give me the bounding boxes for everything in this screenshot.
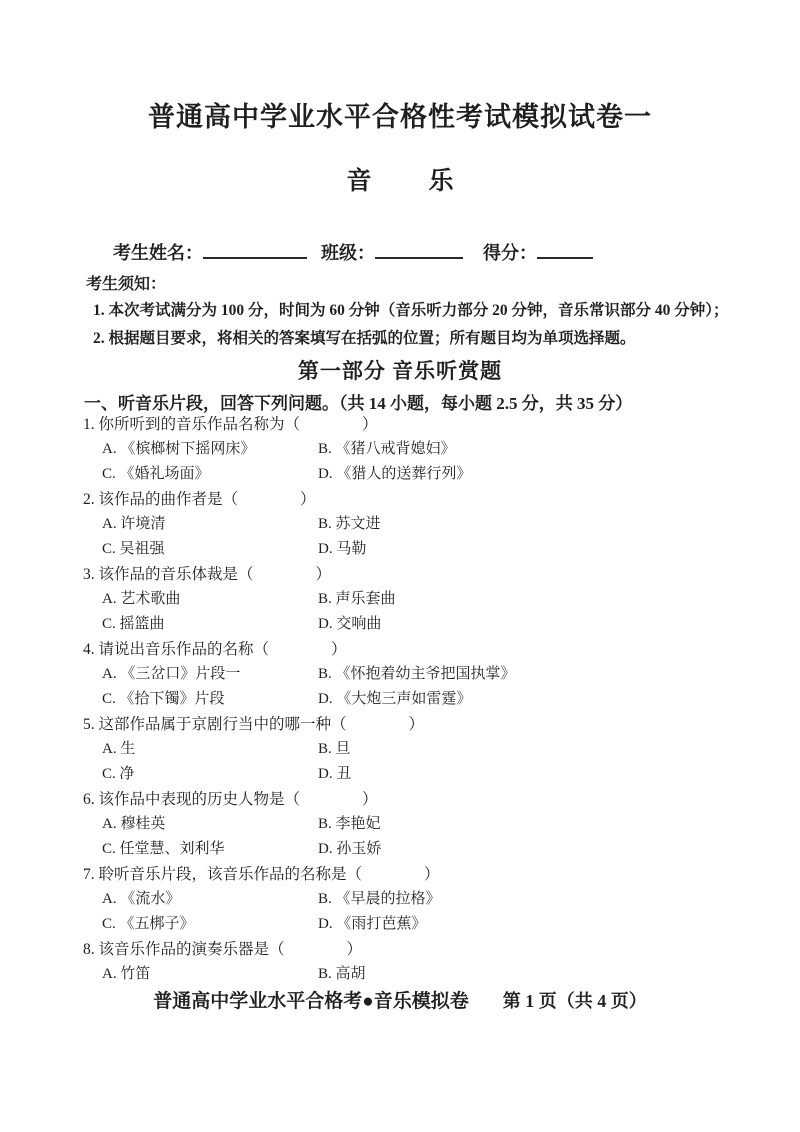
option-row xyxy=(83,537,728,562)
option-a: A. 《槟榔树下摇网床》 xyxy=(102,441,256,457)
subject-char-right: 乐 xyxy=(428,168,454,195)
question-stem: 1. 你所听到的音乐作品名称为（ ） xyxy=(83,416,378,433)
question-stem: 6. 该作品中表现的历史人物是（ ） xyxy=(83,791,378,808)
option-a: A. 生 xyxy=(102,741,136,757)
option-c: C. 摇篮曲 xyxy=(102,616,165,632)
option-c: C. 净 xyxy=(102,766,135,782)
candidate-name-label: 考生姓名： xyxy=(113,243,203,263)
option-b: B. 李艳妃 xyxy=(318,816,381,832)
option-d: D. 《大炮三声如雷霆》 xyxy=(318,691,472,707)
option-row xyxy=(83,837,728,862)
option-c: C. 《拾下镯》片段 xyxy=(102,691,225,707)
option-row xyxy=(83,612,728,637)
option-d: D. 交响曲 xyxy=(318,616,382,632)
notice-heading: 考生须知： xyxy=(86,276,167,293)
page-title: 普通高中学业水平合格性考试模拟试卷一 xyxy=(148,102,652,132)
option-a: A. 《流水》 xyxy=(102,891,181,907)
question-3 xyxy=(83,562,728,637)
option-d: D. 马勒 xyxy=(318,541,367,557)
footer-title: 普通高中学业水平合格考●音乐模拟卷 xyxy=(153,991,469,1012)
notice-item-2: 2. 根据题目要求，将相关的答案填写在括弧的位置；所有题目均为单项选择题。 xyxy=(93,330,636,347)
section1-intro: 一、听音乐片段，回答下列问题。（共 14 小题，每小题 2.5 分，共 35 分） xyxy=(84,394,633,413)
option-row xyxy=(83,812,728,837)
question-list xyxy=(83,412,728,987)
option-row xyxy=(83,462,728,487)
candidate-info-row xyxy=(113,239,593,265)
option-c: C. 任堂慧、刘利华 xyxy=(102,841,225,857)
option-a: A. 《三岔口》片段一 xyxy=(102,666,241,682)
subject-char-left: 音 xyxy=(346,168,372,195)
option-row xyxy=(83,512,728,537)
option-row xyxy=(83,687,728,712)
option-row xyxy=(83,887,728,912)
candidate-score-blank xyxy=(537,241,593,259)
option-d: D. 孙玉娇 xyxy=(318,841,382,857)
option-b: B. 《早晨的拉格》 xyxy=(318,891,441,907)
question-stem: 2. 该作品的曲作者是（ ） xyxy=(83,491,316,508)
part1-heading: 第一部分 音乐听赏题 xyxy=(297,359,503,383)
option-row xyxy=(83,737,728,762)
question-stem: 5. 这部作品属于京剧行当中的哪一种（ ） xyxy=(83,716,425,733)
question-8 xyxy=(83,937,728,987)
notice-item-1: 1. 本次考试满分为 100 分，时间为 60 分钟（音乐听力部分 20 分钟，音乐常识部分 40 分钟）； xyxy=(93,302,729,319)
option-a: A. 许境清 xyxy=(102,516,166,532)
candidate-score-label: 得分： xyxy=(483,243,537,263)
option-a: A. 艺术歌曲 xyxy=(102,591,181,607)
question-stem: 4. 请说出音乐作品的名称（ ） xyxy=(83,641,347,658)
footer-page-number: 第 1 页（共 4 页） xyxy=(502,991,647,1011)
question-stem: 8. 该音乐作品的演奏乐器是（ ） xyxy=(83,941,363,958)
question-stem: 3. 该作品的音乐体裁是（ ） xyxy=(83,566,332,583)
option-row xyxy=(83,437,728,462)
subject-title xyxy=(0,161,800,197)
option-d: D. 《猎人的送葬行列》 xyxy=(318,466,472,482)
option-c: C. 吴祖强 xyxy=(102,541,165,557)
candidate-name-blank xyxy=(203,241,307,259)
option-a: A. 竹笛 xyxy=(102,966,151,982)
option-a: A. 穆桂英 xyxy=(102,816,166,832)
option-b: B. 高胡 xyxy=(318,966,366,982)
option-row xyxy=(83,912,728,937)
option-b: B. 旦 xyxy=(318,741,351,757)
option-b: B. 《猪八戒背媳妇》 xyxy=(318,441,456,457)
option-row xyxy=(83,762,728,787)
option-d: D. 《雨打芭蕉》 xyxy=(318,916,427,932)
option-row xyxy=(83,587,728,612)
question-6 xyxy=(83,787,728,862)
option-d: D. 丑 xyxy=(318,766,352,782)
question-2 xyxy=(83,487,728,562)
candidate-class-label: 班级： xyxy=(321,243,375,263)
option-b: B. 声乐套曲 xyxy=(318,591,396,607)
option-row xyxy=(83,662,728,687)
question-1 xyxy=(83,412,728,487)
question-5 xyxy=(83,712,728,787)
candidate-class-blank xyxy=(375,241,463,259)
option-c: C. 《婚礼场面》 xyxy=(102,466,210,482)
option-b: B. 苏文进 xyxy=(318,516,381,532)
question-7 xyxy=(83,862,728,937)
option-b: B. 《怀抱着幼主爷把国执掌》 xyxy=(318,666,516,682)
option-c: C. 《五梆子》 xyxy=(102,916,195,932)
question-4 xyxy=(83,637,728,712)
page-footer xyxy=(0,986,800,1013)
option-row xyxy=(83,962,728,987)
question-stem: 7. 聆听音乐片段，该音乐作品的名称是（ ） xyxy=(83,866,440,883)
